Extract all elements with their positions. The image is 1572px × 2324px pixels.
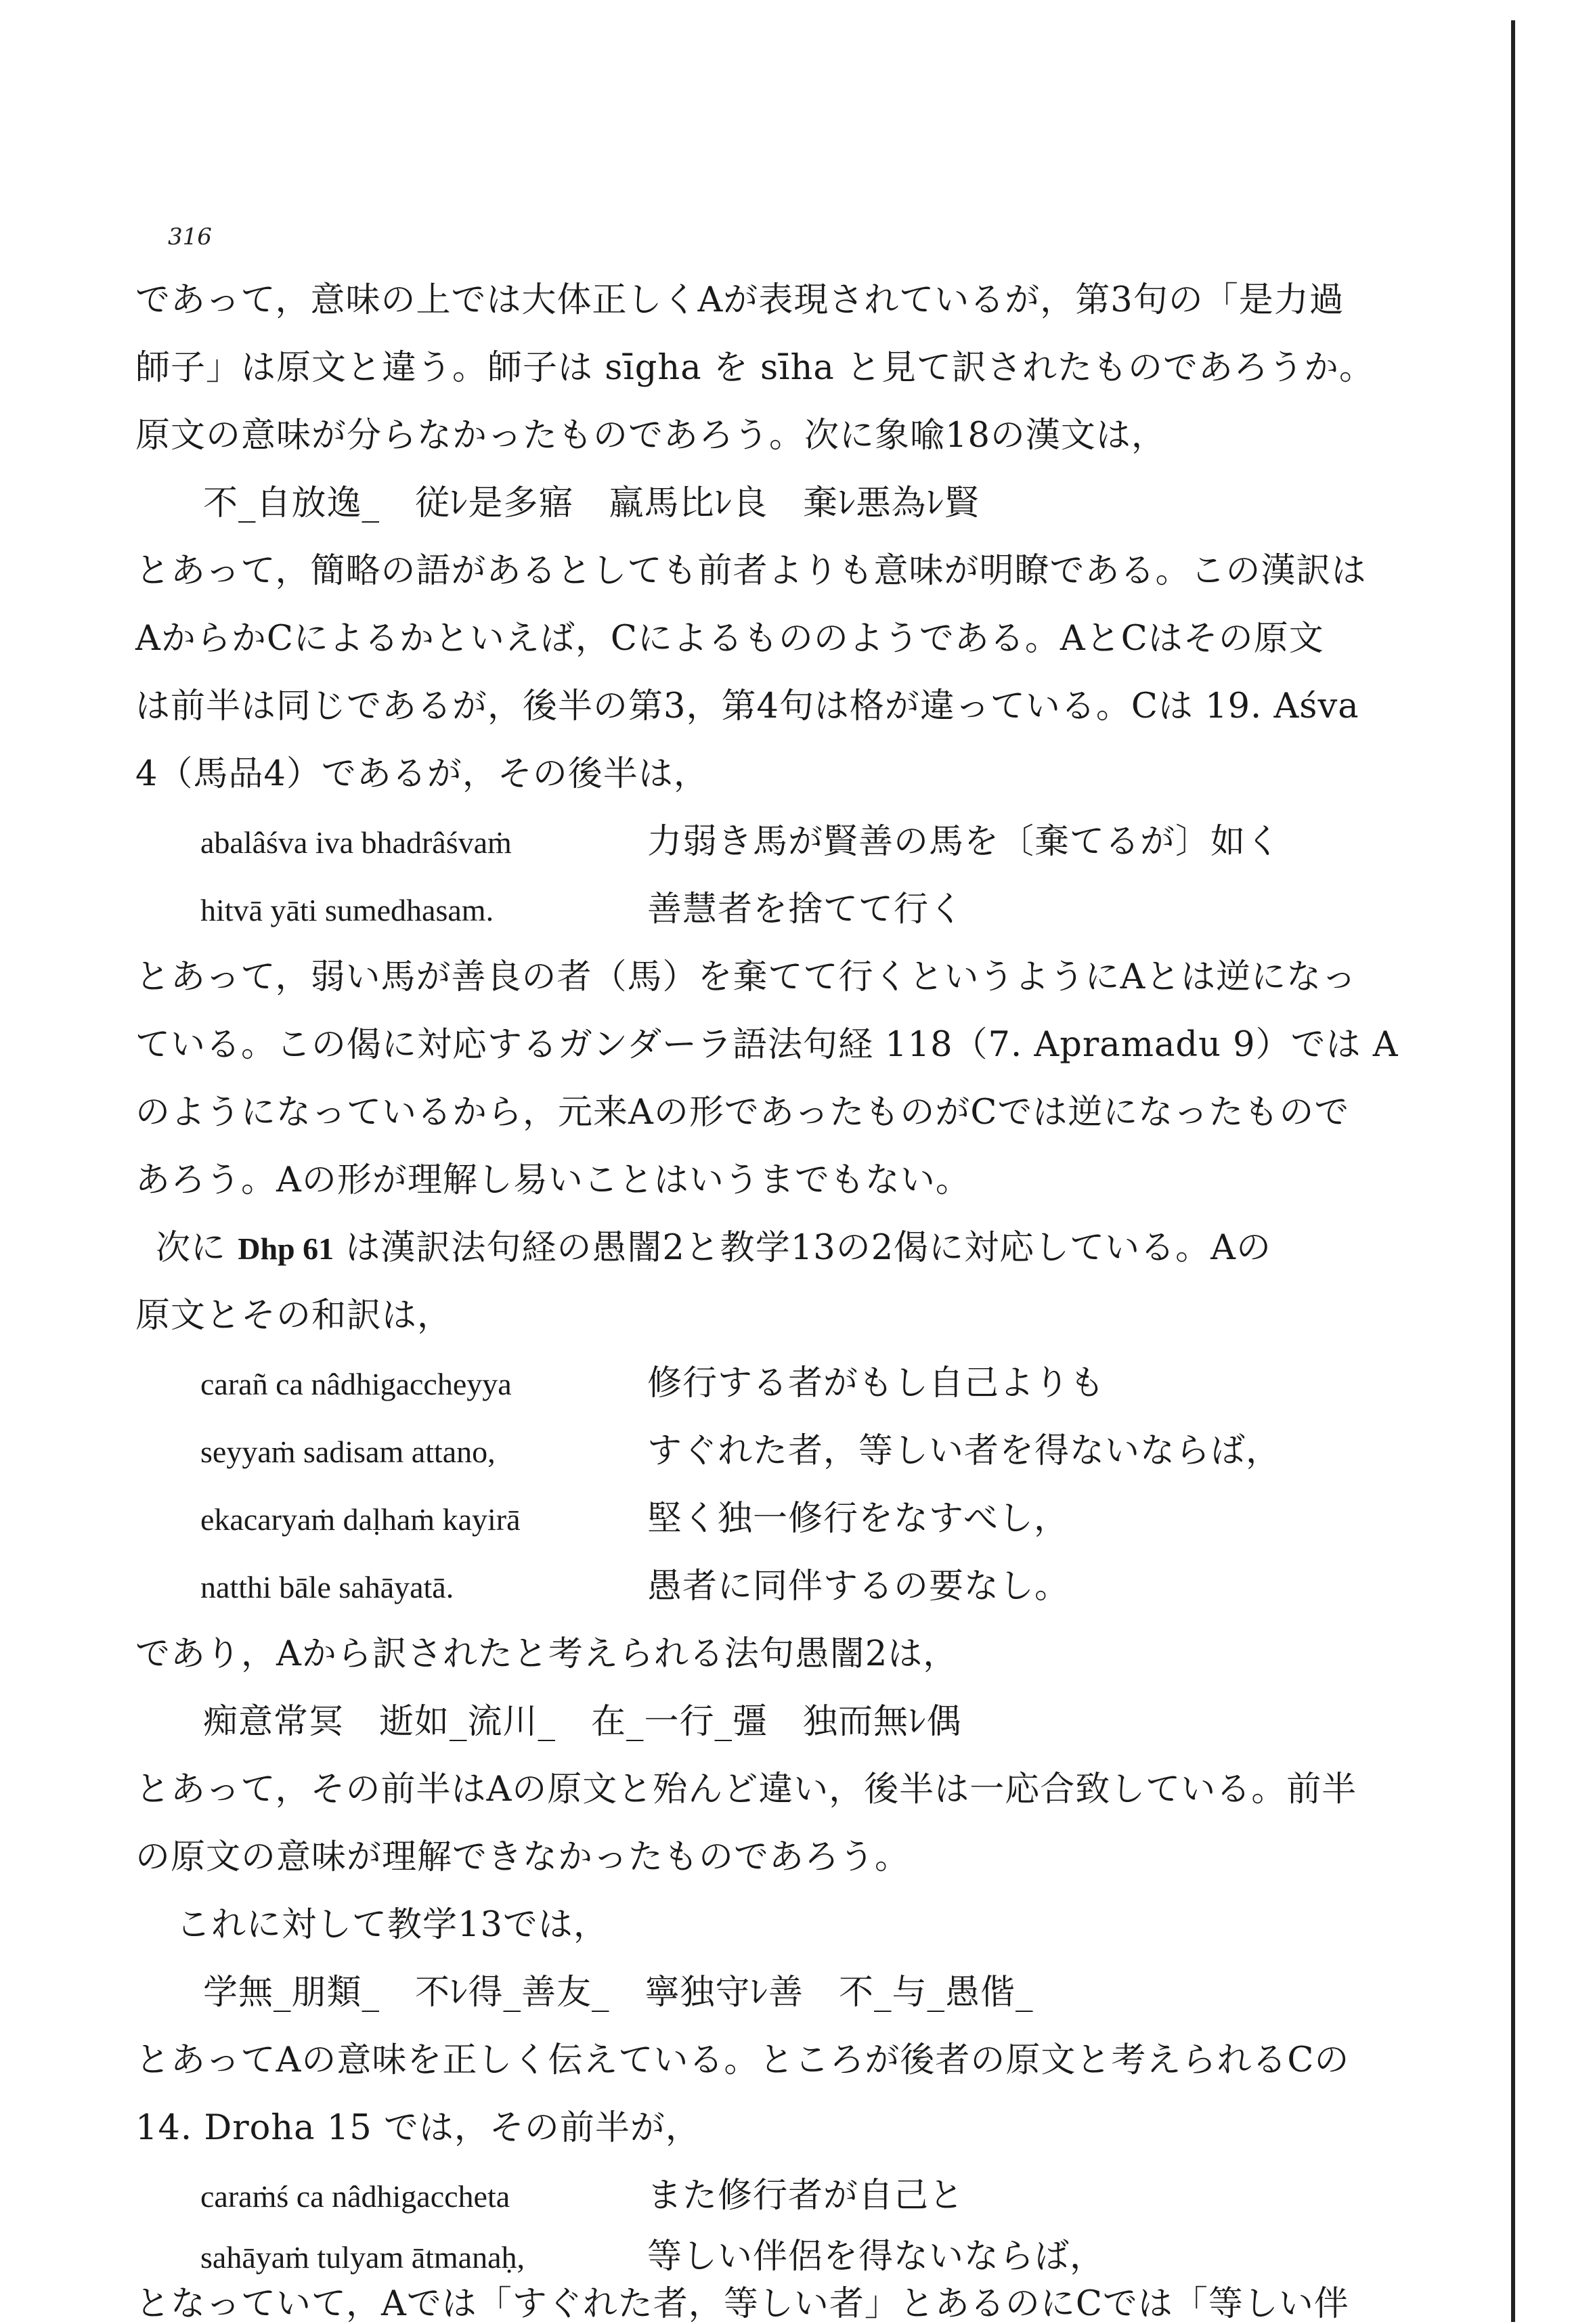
text-line: のようになっているから，元来Aの形であったものがCでは逆になったもので <box>135 1093 1350 1133</box>
kanbun-line: 痴意常冥 逝如_流川_ 在_一行_彊 独而無ﾚ偶 <box>203 1702 962 1742</box>
text-line: AからかCによるかといえば，Cによるもののようである。AとCはその原文 <box>135 619 1324 659</box>
pali-verse: natthi bāle sahāyatā. <box>200 1570 454 1604</box>
verse-pair <box>200 1499 1405 1539</box>
text-line <box>156 1228 1361 1268</box>
japanese-translation: 善慧者を捨てて行く <box>647 890 965 929</box>
text-line: は前半は同じであるが，後半の第3，第4句は格が違っている。Cは 19. Aśva <box>135 686 1359 726</box>
japanese-translation: すぐれた者，等しい者を得ないならば， <box>647 1431 1282 1471</box>
text-fragment: は漢訳法句経の愚闇2と教学13の2偈に対応している。Aの <box>345 1228 1271 1268</box>
japanese-translation: 堅く独一修行をなすべし， <box>647 1499 1069 1539</box>
text-line: 原文の意味が分らなかったものであろう。次に象喩18の漢文は， <box>135 416 1166 456</box>
verse-pair <box>200 892 1405 927</box>
pali-verse: caraṁś ca nâdhigaccheta <box>200 2179 510 2214</box>
text-line: とあって，弱い馬が善良の者（馬）を棄てて行くというようにAとは逆になっ <box>135 957 1357 997</box>
pali-verse: ekacaryaṁ daḷhaṁ kayirā <box>200 1502 521 1537</box>
verse-pair <box>200 822 1405 862</box>
text-line: であり，Aから訳されたと考えられる法句愚闇2は， <box>135 1634 959 1674</box>
verse-pair <box>200 1566 1405 1606</box>
kanbun-line: 学無_朋類_ 不ﾚ得_善友_ 寧独守ﾚ善 不_与_愚偕_ <box>203 1973 1034 2013</box>
pali-verse: abalâśva iva bhadrâśvaṁ <box>200 825 512 860</box>
text-line: ている。この偈に対応するガンダーラ語法句経 118（7. Apramadu 9）では A <box>135 1025 1399 1065</box>
text-line: の原文の意味が理解できなかったものであろう。 <box>135 1837 911 1877</box>
japanese-translation: また修行者が自己と <box>647 2176 965 2216</box>
text-line: 14. Droha 15 では，その前半が， <box>135 2108 701 2148</box>
text-line: 4（馬品4）であるが，その後半は， <box>135 754 709 794</box>
text-fragment: 次に <box>156 1228 227 1268</box>
japanese-translation: 等しい伴侶を得ないならば， <box>647 2237 1106 2277</box>
japanese-translation: 愚者に同伴するの要なし。 <box>647 1566 1070 1606</box>
text-line: であって，意味の上では大体正しくAが表現されているが，第3句の「是力過 <box>135 280 1345 320</box>
text-line: これに対して教学13では， <box>176 1905 609 1945</box>
verse-pair <box>200 1363 1405 1403</box>
text-line: 原文とその和訳は， <box>135 1296 453 1336</box>
dhp-reference: Dhp 61 <box>238 1231 334 1266</box>
text-line: とあって，その前半はAの原文と殆んど違い，後半は一応合致している。前半 <box>135 1770 1357 1810</box>
pali-verse: sahāyaṁ tulyam ātmanaḥ, <box>200 2240 525 2275</box>
pali-verse: seyyaṁ sadisam attano, <box>200 1434 496 1469</box>
text-line: とあって，簡略の語があるとしても前者よりも意味が明瞭である。この漢訳は <box>135 551 1367 591</box>
verse-pair <box>200 2176 1405 2216</box>
verse-pair <box>200 1431 1405 1471</box>
pali-verse: carañ ca nâdhigaccheyya <box>200 1367 512 1401</box>
text-line: あろう。Aの形が理解し易いことはいうまでもない。 <box>135 1160 971 1200</box>
pali-verse: hitvā yāti sumedhasam. <box>200 893 494 927</box>
japanese-translation: 修行する者がもし自己よりも <box>647 1363 1106 1403</box>
text-line: とあってAの意味を正しく伝えている。ところが後者の原文と考えられるCの <box>135 2040 1350 2080</box>
kanbun-line: 不_自放逸_ 従ﾚ是多寤 羸馬比ﾚ良 棄ﾚ悪為ﾚ賢 <box>203 483 980 523</box>
page-edge-line <box>1511 20 1515 2322</box>
japanese-translation: 力弱き馬が賢善の馬を〔棄てるが〕如く <box>647 822 1282 862</box>
text-line: となっていて，Aでは「すぐれた者，等しい者」とあるのにCでは「等しい伴 <box>135 2284 1349 2324</box>
page-number: 316 <box>168 223 212 250</box>
text-line: 師子」は原文と違う。師子は sīgha を sīha と見て訳されたものであろうか。 <box>135 348 1374 388</box>
verse-pair <box>200 2237 1405 2277</box>
